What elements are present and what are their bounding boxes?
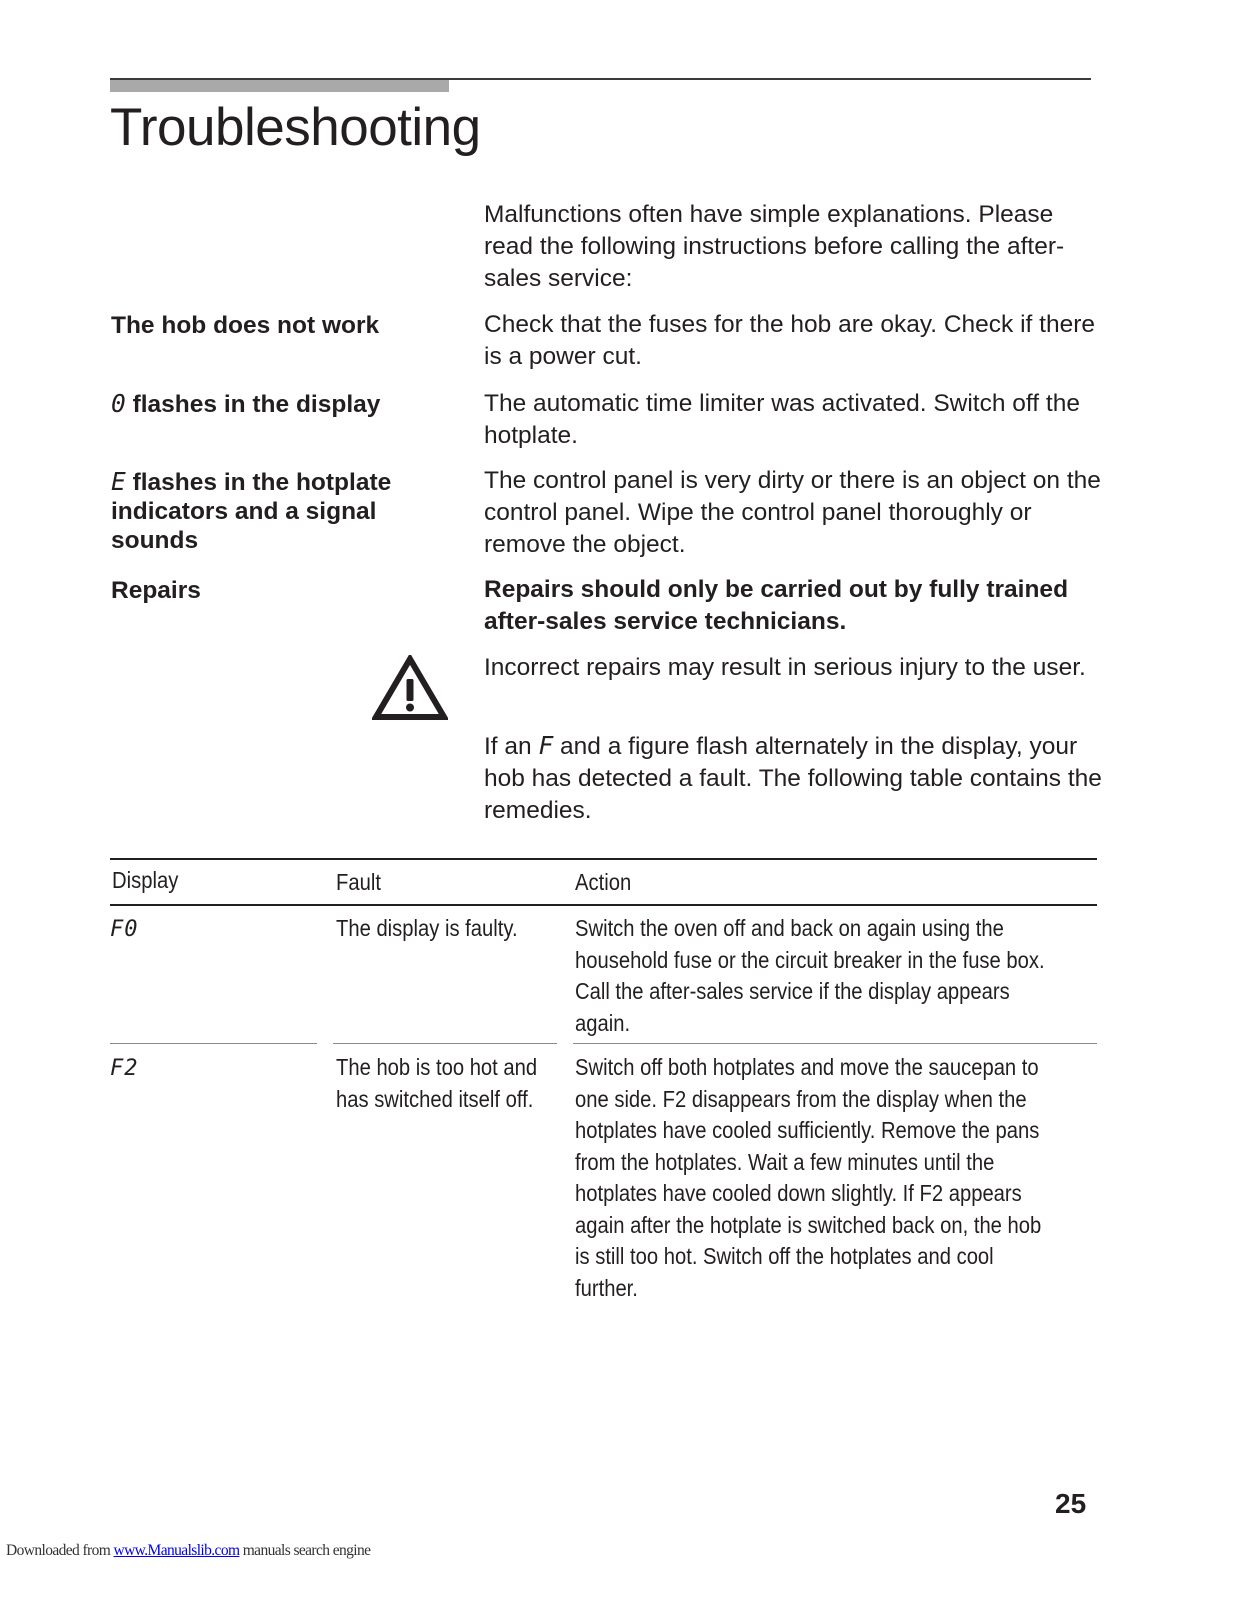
- display-f-symbol: F: [538, 731, 554, 760]
- footer-prefix: Downloaded from: [6, 1542, 114, 1559]
- table-header-rule: [110, 904, 1097, 906]
- display-zero-symbol: 0: [111, 389, 126, 418]
- fault-intro-text: [484, 730, 1109, 827]
- display-e-symbol: E: [111, 467, 126, 496]
- table-row-2-action: [575, 1052, 1041, 1304]
- table-row-2-action-line: Switch off both hotplates and move the saucepan to: [575, 1054, 1039, 1080]
- table-row-2-action-line: again after the hotplate is switched back on, the hob: [575, 1211, 1042, 1238]
- warning-triangle-icon: [372, 655, 448, 721]
- section-heading-display-flash-label: flashes in the display: [132, 391, 381, 418]
- section-text-hob-not-work: Check that the fuses for the hob are okay. Check if there is a power cut.: [484, 311, 1096, 370]
- row-separator-display: [110, 1043, 317, 1044]
- section-heading-repairs: Repairs: [111, 577, 201, 604]
- section-text-display-flash: The automatic time limiter was activated. Switch off the hotplate.: [484, 390, 1080, 449]
- page-number: 25: [1055, 1488, 1087, 1519]
- header-accent-bar: [110, 80, 449, 92]
- table-row-1-action-line: Switch the oven off and back on again using the: [575, 915, 1004, 941]
- row-separator-fault: [333, 1043, 557, 1044]
- warning-text: Incorrect repairs may result in serious injury to the user.: [484, 654, 1086, 681]
- intro-text: Malfunctions often have simple explanations. Please read the following instructions before calling the after-sales service:: [484, 201, 1065, 292]
- manualslib-link[interactable]: www.Manualslib.com: [113, 1542, 240, 1559]
- table-header-action: Action: [575, 869, 632, 895]
- table-row-2-action-line: from the hotplates. Wait a few minutes until the: [575, 1148, 995, 1175]
- download-footer: [6, 1541, 370, 1561]
- section-heading-indicator-flash: [111, 467, 441, 555]
- section-heading-display-flash: [111, 389, 441, 419]
- table-row-2-action-line: one side. F2 disappears from the display when the: [575, 1085, 1027, 1112]
- table-header-fault: Fault: [336, 869, 382, 895]
- table-row-2-action-line: hotplates have cooled down slightly. If F2 appears: [575, 1180, 1022, 1206]
- fault-intro-before: If an: [484, 733, 539, 760]
- table-row-1-action-line: Call the after-sales service if the display appears: [575, 978, 1010, 1004]
- table-top-rule: [110, 858, 1097, 860]
- table-header-display: Display: [112, 867, 179, 893]
- table-row-1-display: F0: [110, 917, 139, 942]
- repairs-warning-bold: Repairs should only be carried out by fully trained after-sales service technicians.: [484, 576, 1069, 635]
- page-title: Troubleshooting: [110, 98, 481, 157]
- row-separator-action: [573, 1043, 1097, 1044]
- section-heading-indicator-flash-label: flashes in the hotplate indicators and a signal sounds: [111, 469, 392, 554]
- table-row-2-action-line: is still too hot. Switch off the hotplates and cool: [575, 1243, 994, 1269]
- section-text-indicator-flash: The control panel is very dirty or there is an object on the control panel. Wipe the control panel thoroughly or remove the object.: [484, 467, 1101, 558]
- table-row-1-fault: The display is faulty.: [336, 915, 518, 941]
- table-row-2-action-line: further.: [575, 1274, 638, 1301]
- table-row-1-action-line: household fuse or the circuit breaker in the fuse box.: [575, 946, 1045, 973]
- footer-suffix: manuals search engine: [239, 1542, 371, 1559]
- table-row-2-fault-line: has switched itself off.: [336, 1085, 534, 1112]
- table-row-2-display: F2: [110, 1056, 139, 1081]
- table-row-2-action-line: hotplates have cooled sufficiently. Remove the pans: [575, 1117, 1040, 1143]
- table-row-1-action: [575, 913, 1045, 1039]
- section-heading-hob-not-work: The hob does not work: [111, 312, 380, 339]
- table-row-2-fault-line: The hob is too hot and: [336, 1054, 538, 1080]
- table-row-2-fault: [336, 1052, 537, 1115]
- fault-intro-after: and a figure flash alternately in the display, your hob has detected a fault. The following table contains the remedies.: [484, 733, 1102, 824]
- table-row-1-action-line: again.: [575, 1009, 631, 1036]
